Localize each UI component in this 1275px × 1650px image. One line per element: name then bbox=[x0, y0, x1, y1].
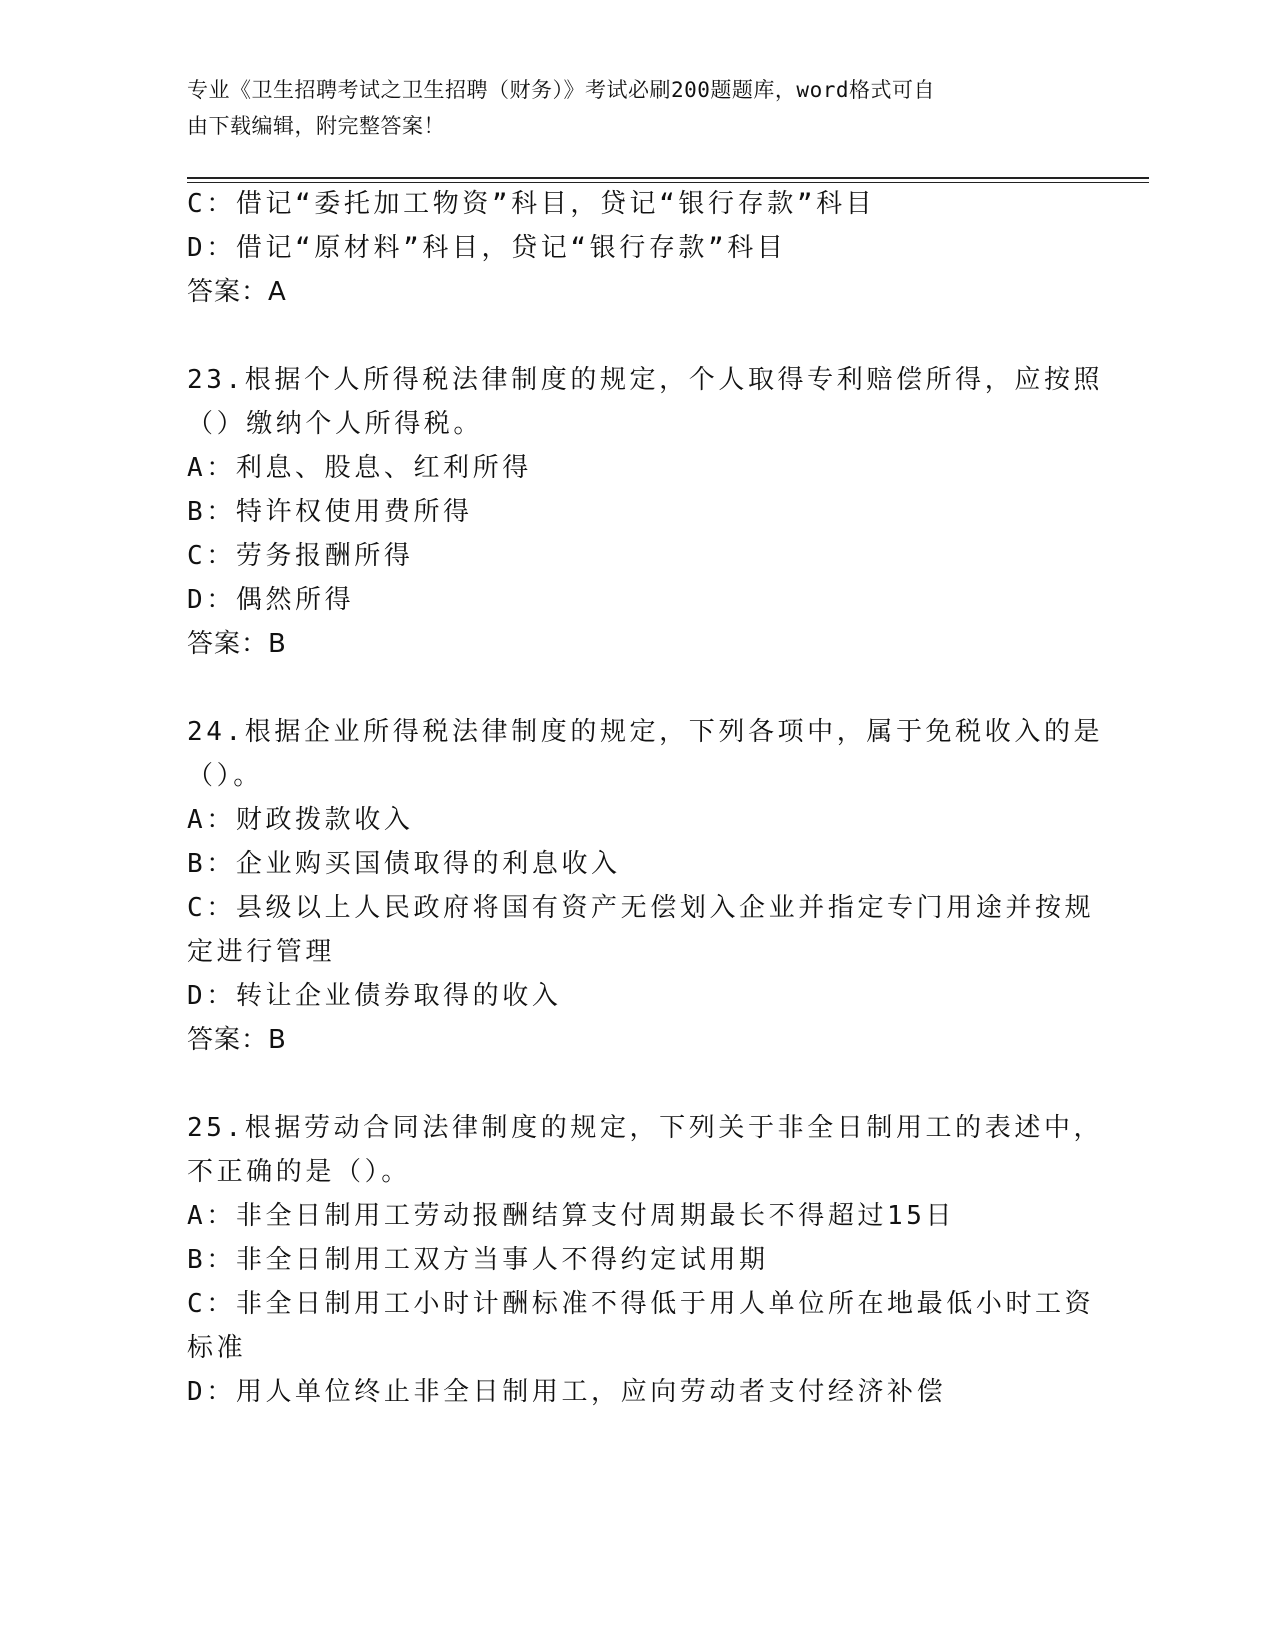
q22-option-d: D：借记“原材料”科目，贷记“银行存款”科目 bbox=[187, 233, 787, 263]
q23-answer: 答案：B bbox=[187, 629, 287, 659]
q25-option-d: D：用人单位终止非全日制用工，应向劳动者支付经济补偿 bbox=[187, 1377, 947, 1407]
q25-stem-line2: 不正确的是（）。 bbox=[187, 1157, 411, 1187]
q25-option-c-line1: C：非全日制用工小时计酬标准不得低于用人单位所在地最低小时工资 bbox=[187, 1289, 1095, 1319]
q23-stem-line2: （）缴纳个人所得税。 bbox=[187, 409, 484, 439]
q25-option-b: B：非全日制用工双方当事人不得约定试用期 bbox=[187, 1245, 769, 1275]
q23-option-c: C：劳务报酬所得 bbox=[187, 541, 414, 571]
q24-option-b: B：企业购买国债取得的利息收入 bbox=[187, 849, 621, 879]
q23-option-a: A：利息、股息、红利所得 bbox=[187, 453, 532, 483]
q24-option-d: D：转让企业债券取得的收入 bbox=[187, 981, 562, 1011]
q25-option-a: A：非全日制用工劳动报酬结算支付周期最长不得超过15日 bbox=[187, 1201, 956, 1231]
header-rule-thin bbox=[187, 182, 1149, 183]
q24-stem-line2: （）。 bbox=[187, 761, 263, 791]
q22-answer: 答案：A bbox=[187, 277, 287, 307]
q24-stem-line1: 24.根据企业所得税法律制度的规定，下列各项中，属于免税收入的是 bbox=[187, 717, 1104, 747]
header-title-line1: 专业《卫生招聘考试之卫生招聘（财务）》考试必刷200题题库，word格式可自 bbox=[187, 78, 935, 102]
document-header bbox=[187, 72, 1067, 144]
q24-option-a: A：财政拨款收入 bbox=[187, 805, 414, 835]
q23-option-b: B：特许权使用费所得 bbox=[187, 497, 473, 527]
q24-option-c-line2: 定进行管理 bbox=[187, 937, 336, 967]
q24-answer: 答案：B bbox=[187, 1025, 287, 1055]
q23-option-d: D：偶然所得 bbox=[187, 585, 355, 615]
q24-option-c-line1: C：县级以上人民政府将国有资产无偿划入企业并指定专门用途并按规 bbox=[187, 893, 1095, 923]
header-title-line2: 由下载编辑，附完整答案！ bbox=[187, 114, 445, 138]
q25-option-c-line2: 标准 bbox=[187, 1333, 247, 1363]
header-rule-thick bbox=[187, 177, 1149, 179]
q22-option-c: C：借记“委托加工物资”科目，贷记“银行存款”科目 bbox=[187, 189, 876, 219]
q25-stem-line1: 25.根据劳动合同法律制度的规定，下列关于非全日制用工的表述中， bbox=[187, 1113, 1104, 1143]
q23-stem-line1: 23.根据个人所得税法律制度的规定，个人取得专利赔偿所得，应按照 bbox=[187, 365, 1104, 395]
